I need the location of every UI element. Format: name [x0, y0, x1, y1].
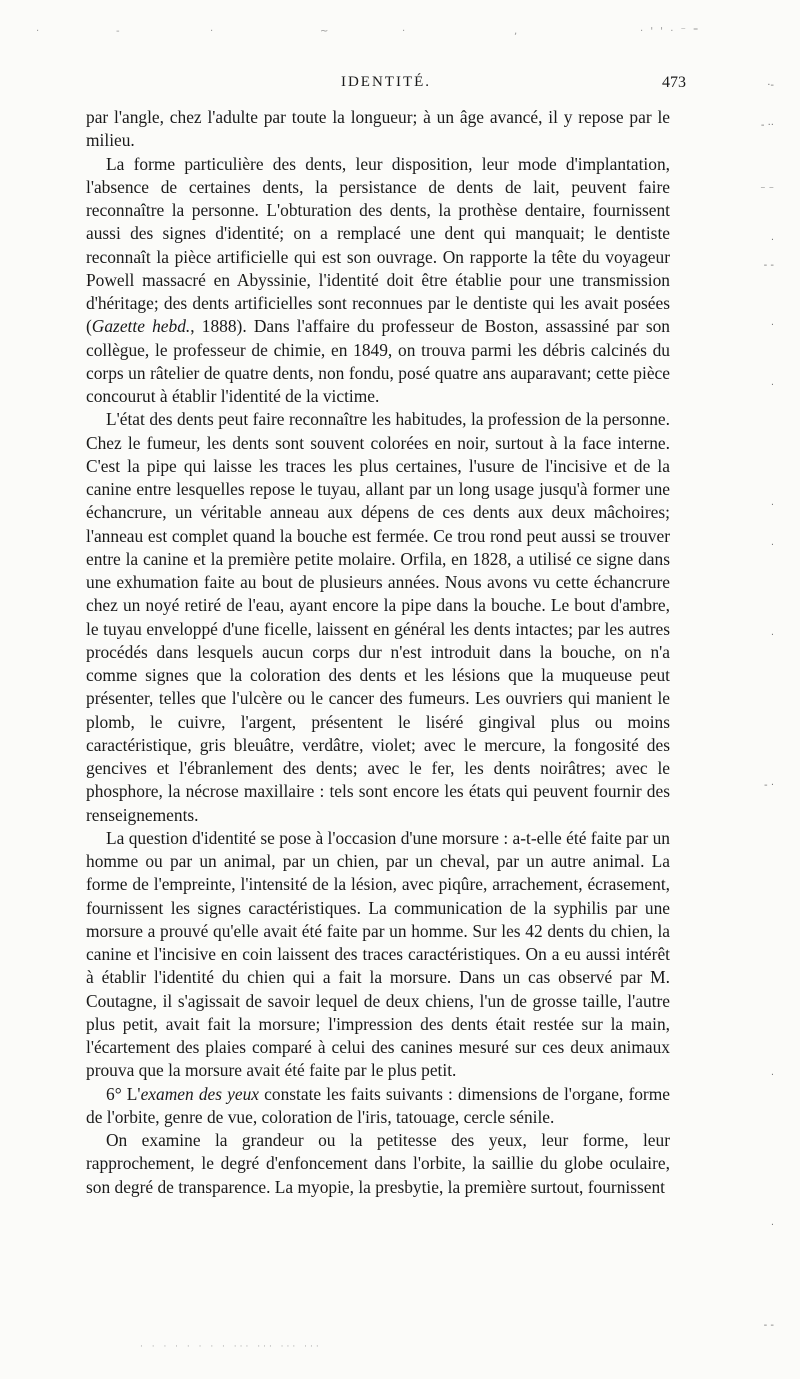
scan-noise-margin: ·- - ·· ⁻ ⁻ · - - · · · · · - · · · - - [760, 80, 774, 1331]
text-segment: La question d'identité se pose à l'occasion d'une morsure : a-t-elle été faite par un homme ou par un animal, par un chien, par un cheval, par un autre animal. La forme de l'empreinte, l'intensité de la lésion, avec piqûre, arrachement, écrasement, fournissent les signes caractéristiques. La communication de la syphilis par une morsure a prouvé qu'elle avait été faite par un homme. Sur les 42 dents du chien, la canine et l'incisive en coin laissent des traces caractéristiques. On a eu aussi intérêt à établir l'identité du chien qui a fait la morsure. Dans un cas observé par M. Coutagne, il s'agissait de savoir lequel de deux chiens, l'un de grosse taille, l'autre plus petit, avait fait la morsure; l'impression des dents était restée sur la main, l'écartement des plaies comparé à celui des canines mesuré sur ces deux animaux prouva que la morsure avait été faite par le plus petit. [86, 827, 670, 1081]
paragraph [86, 408, 670, 827]
text-segment: constate les faits suivants : dimensions de l'organe, forme de l'orbite, genre de vue, coloration de l'iris, tatouage, cercle sénile. [86, 1083, 670, 1127]
text-segment: On examine la grandeur ou la petitesse des yeux, leur forme, leur rapprochement, le degré d'enfoncement dans l'orbite, la saillie du globe oculaire, son degré de transparence. La myopie, la presbytie, la première surtout, fournissent [86, 1130, 670, 1197]
text-segment: La forme particulière des dents, leur disposition, leur mode d'implantation, l'absence de certaines dents, la persistance de dents de lait, peuvent faire reconnaître la personne. L'obturation des dents, la prothèse dentaire, fournissent aussi des signes d'identité; on a remplacé une dent qui manquait; le dentiste reconnaît la pièce artificielle qui est son ouvrage. On rapporte la tête du voyageur Powell massacré en Abyssinie, l'identité doit être établie pour une transmission d'héritage; des dents artificielles sont reconnues par le dentiste qui les avait posées ( [86, 153, 670, 337]
text-segment: 6° L' [106, 1083, 141, 1104]
paragraph [86, 153, 670, 409]
paragraph [86, 1129, 670, 1199]
paragraph [86, 827, 670, 1083]
running-title: IDENTITÉ. [340, 74, 432, 90]
running-head [86, 74, 686, 98]
text-segment: , 1888). Dans l'affaire du professeur de Boston, assassiné par son collègue, le professeur de chimie, en 1849, on trouva parmi les débris calcinés du corps un râtelier de quatre dents, non fondu, posé quatre ans auparavant; cette pièce concourut à établir l'identité de la victime. [86, 316, 670, 406]
paragraph [86, 1083, 670, 1130]
text-body [86, 106, 670, 1199]
italic-text: examen des yeux [140, 1083, 260, 1104]
text-segment: par l'angle, chez l'adulte par toute la longueur; à un âge avancé, il y repose par le milieu. [86, 107, 670, 151]
page-number: 473 [662, 74, 686, 91]
text-segment: L'état des dents peut faire reconnaître les habitudes, la profession de la personne. Chez le fumeur, les dents sont souvent colorées en noir, surtout à la face interne. C'est la pipe qui laisse les traces les plus certaines, l'usure de l'incisive et de la canine entre lesquelles repose le tuyau, allant par un long usage jusqu'à former une échancrure, un véritable anneau aux dépens de ces dents aux deux mâchoires; l'anneau est complet quand la bouche est fermée. Ce trou rond peut aussi se trouver entre la canine et la première petite molaire. Orfila, en 1828, a utilisé ce signe dans une exhumation faite au bout de plusieurs années. Nous avons vu cette échancrure chez un noyé retiré de l'eau, ayant encore la pipe dans la bouche. Le bout d'ambre, le tuyau enveloppé d'une ficelle, laissent en général les dents intactes; par les autres procédés dans lesquels aucun corps dur n'est introduit dans la bouche, on n'a comme signes que la coloration des dents et les lésions que la muqueuse peut présenter, telles que l'ulcère ou le cancer des fumeurs. Les ouvriers qui manient le plomb, le cuivre, l'argent, présentent le liséré gingival plus ou moins caractéristique, gris bleuâtre, verdâtre, violet; avec le mercure, la fongosité des gencives et l'ébranlement des dents; avec le fer, les dents noirâtres; avec le phosphore, la nécrose maxillaire : tels sont encore les états qui peuvent fournir des renseignements. [86, 409, 670, 825]
italic-text: Gazette hebd. [91, 316, 191, 337]
book-page: · - · ~ · , · ' ' · ⁻ ⁼ IDENTITÉ. 473 par l'angle, chez l'adulte par toute la longueur; à un âge avancé, il y repose par le milieu. La forme particulière des dents, leur disposition, leur mode d'implantation, l'absence de certaines dents, la persistance de dents de lait, peuvent faire reconnaître la personne. L'obturation des dents, la prothèse dentaire, fournissent aussi des signes d'identité; on a remplacé une dent qui manquait; le dentiste reconnaît la pièce artificielle qui est son ouvrage. On rapporte la tête du voyageur Powell massacré en Abyssinie, l'identité doit être établie pour une transmission d'héritage; des dents artificielles sont reconnues par le dentiste qui les avait posées (Gazette hebd., 1888). Dans l'affaire du professeur de Boston, assassiné par son collègue, le professeur de chimie, en 1849, on trouva parmi les débris calcinés du corps un râtelier de quatre dents, non fondu, posé quatre ans auparavant; cette pièce concourut à établir l'identité de la victime. L'état des dents peut faire reconnaître les habitudes, la profession de la personne. Chez le fumeur, les dents sont souvent colorées en noir, surtout à la face interne. C'est la pipe qui laisse les traces les plus certaines, l'usure de l'incisive et de la canine entre lesquelles repose le tuyau, allant par un long usage jusqu'à former une échancrure, un véritable anneau aux dépens de ces dents aux deux mâchoires; l'anneau est complet quand la bouche est fermée. Ce trou rond peut aussi se trouver entre la canine et la première petite molaire. Orfila, en 1828, a utilisé ce signe dans une exhumation faite au bout de plusieurs années. Nous avons vu cette échancrure chez un noyé retiré de l'eau, ayant encore la pipe dans la bouche. Le bout d'ambre, le tuyau enveloppé d'une ficelle, laissent en général les dents intactes; par les autres procédés dans lesquels aucun corps dur n'est introduit dans la bouche, on n'a comme signes que la coloration des dents et les lésions que la muqueuse peut présenter, telles que l'ulcère ou le cancer des fumeurs. Les ouvriers qui manient le plomb, le cuivre, l'argent, présentent le liséré gingival plus ou moins caractéristique, gris bleuâtre, verdâtre, violet; avec le mercure, la fongosité des gencives et l'ébranlement des dents; avec le fer, les dents noirâtres; avec le phosphore, la nécrose maxillaire : tels sont encore les états qui peuvent fournir des renseignements. La question d'identité se pose à l'occasion d'une morsure : a-t-elle été faite par un homme ou par un animal, par un chien, par un cheval, par un autre animal. La forme de l'empreinte, l'intensité de la lésion, avec piqûre, arrachement, écrasement, fournissent les signes caractéristiques. La communication de la syphilis par une morsure a prouvé qu'elle avait été faite par un homme. Sur les 42 dents du chien, la canine et l'incisive en coin laissent des traces caractéristiques. On a eu aussi intérêt à établir l'identité du chien qui a fait la morsure. Dans un cas observé par M. Coutagne, il s'agissait de savoir lequel de deux chiens, l'un de grosse taille, l'autre plus petit, avait fait la morsure; l'impression des dents était restée sur la main, l'écartement des plaies comparé à celui des canines mesuré sur ces deux animaux prouva que la morsure avait été faite par le plus petit. 6° L'examen des yeux constate les faits suivants : dimensions de l'organe, forme de l'orbite, genre de vue, coloration de l'iris, tatouage, cercle sénile. On examine la grandeur ou la petitesse des yeux, leur forme, leur rapprochement, le degré d'enfoncement dans l'orbite, la saillie du globe oculaire, son degré de transparence. La myopie, la presbytie, la première surtout, fournissent ·- - ·· ⁻ ⁻ · - - · · · · · - · · · - - · · · · · · · · ··· ··· ··· ··· [0, 0, 800, 1379]
paragraph [86, 106, 670, 153]
scan-noise-bottom: · · · · · · · · ··· ··· ··· ··· [140, 1342, 322, 1352]
